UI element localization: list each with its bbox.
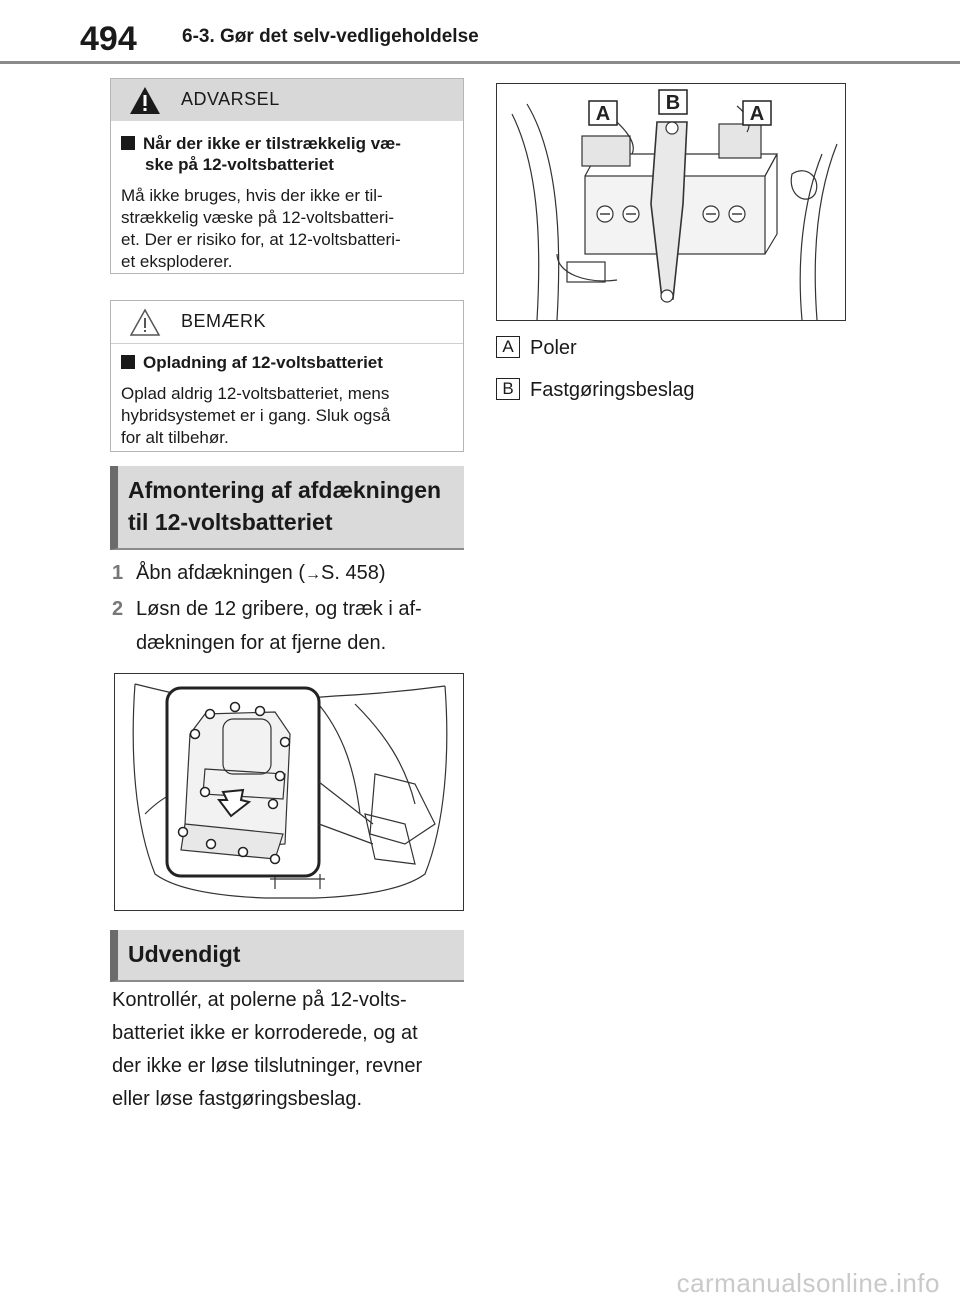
legend-text: Fastgøringsbeslag: [530, 379, 695, 401]
header-rule: [0, 61, 960, 64]
legend-text: Poler: [530, 337, 577, 359]
caution-outline-icon: [129, 308, 161, 337]
notice-box: [110, 300, 464, 452]
legend-key: A: [496, 336, 520, 358]
legend-key: B: [496, 378, 520, 400]
exterior-paragraph: Kontrollér, at polerne på 12-volts- batteriet ikke er korroderede, og at der ikke er løse tilslutninger, revner eller løse fastgøringsbeslag.: [112, 989, 423, 1110]
section-title: 6-3. Gør det selv-vedligeholdelse: [182, 26, 479, 47]
watermark: carmanualsonline.info: [676, 1268, 940, 1298]
warning-label: ADVARSEL: [181, 89, 280, 109]
bullet-square-icon: [121, 355, 135, 369]
section-heading-exterior: Udvendigt: [110, 930, 464, 982]
notice-label: BEMÆRK: [181, 311, 267, 331]
warning-subhead: Når der ikke er tilstrækkelig væ- ske på 12-voltsbatteriet: [121, 133, 451, 175]
notice-header: [111, 301, 463, 344]
notice-subhead: Opladning af 12-voltsbatteriet: [121, 352, 451, 373]
battery-drawing: [497, 84, 845, 320]
trunk-cover-illustration: [114, 673, 464, 911]
warning-header: [111, 79, 463, 121]
page-number: 494: [80, 20, 137, 58]
bullet-square-icon: [121, 136, 135, 150]
trunk-drawing: [115, 674, 463, 910]
section-heading-removal: Afmontering af afdækningen til 12-voltsbatteriet: [110, 466, 464, 550]
warning-body: Må ikke bruges, hvis der ikke er til- strækkelig væske på 12-voltsbatteri- et. Der er risiko for, at 12-voltsbatteri- et eksploderer.: [121, 186, 401, 271]
callout-a-left: A: [595, 103, 611, 125]
legend-item-bracket: [496, 378, 695, 402]
warning-box: [110, 78, 464, 274]
battery-illustration: [496, 83, 846, 321]
step-2: 2 Løsn de 12 gribere, og træk i af- dækningen for at fjerne den.: [112, 598, 422, 654]
legend-item-poles: [496, 336, 577, 360]
callout-a-right: A: [749, 103, 765, 125]
callout-b: B: [665, 92, 681, 114]
notice-body: Oplad aldrig 12-voltsbatteriet, mens hybridsystemet er i gang. Sluk også for alt tilbehør.: [121, 384, 391, 447]
step-1: 1 Åbn afdækningen (→S. 458): [112, 562, 386, 584]
warning-icon: [129, 86, 161, 115]
reference-arrow-icon: →: [305, 566, 322, 583]
